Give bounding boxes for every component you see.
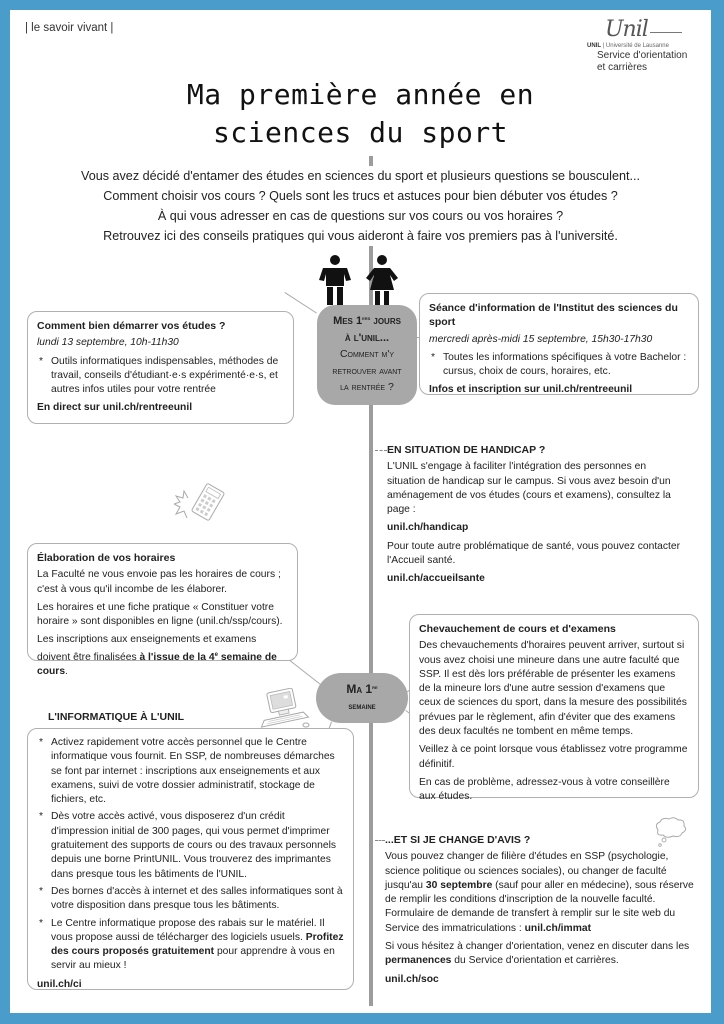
intro-text: Vous avez décidé d'entamer des études en sciences du sport et plusieurs questions se bousculent... Comment choisir vos cours ? Quels sont les trucs et astuces pour bien débuter vos études ? À qui vous adresser en cas de questions sur vos cours ou vos horaires ? Retrouvez ici des conseils pratiques qui vous aideront à faire vos premiers pas à l'université.: [50, 166, 671, 246]
card-title: Séance d'information de l'Institut des sciences du sport: [429, 302, 678, 329]
card-informatique: [27, 728, 354, 990]
card-elaboration-horaires: Élaboration de vos horaires La Faculté ne vous envoie pas les horaires de cours ; c'est à vous qu'il incombe de les élaborer. Les horaires et une fiche pratique « Constituer votre horaire » sont disponibles en ligne (unil.ch/ssp/cours). Les inscriptions aux enseignements et examens doivent être finalisées à l'issue de la 4e semaine de cours.: [27, 543, 298, 661]
bullet-item: * Activez rapidement votre accès personnel que le Centre informatique vous fournit. En SSP, de nombreuses démarches se font par internet : inscriptions aux enseignements et aux examens, suivi de votre dossier administratif, stockage de fichiers, etc.: [37, 736, 344, 807]
bullet-item: * Des bornes d'accès à internet et des salles informatiques sont à votre disposition dans presque tous les bâtiments.: [37, 885, 344, 914]
connector-line: [284, 292, 316, 314]
bullet-item: * Le Centre informatique propose des rabais sur le matériel. Il vous propose aussi de télécharger des logiciels usuels. Profitez des cours proposés gratuitement pour apprendre à vous en servir au mieux !: [37, 917, 344, 974]
computer-icon: [256, 688, 312, 730]
unil-logo-script: Unil: [587, 18, 707, 42]
bubble-first-days: Mes 1ers jours à l'unil... Comment m'y retrouver avant la rentrée ?: [317, 305, 417, 405]
card-title: Chevauchement de cours et d'examens: [419, 623, 616, 635]
card-title: Comment bien démarrer vos études ?: [37, 320, 226, 332]
card-demarrer-etudes: [27, 311, 294, 424]
bubble-first-week: Ma 1re semaine: [316, 673, 408, 723]
link-soc[interactable]: unil.ch/soc: [385, 973, 439, 985]
section-title-informatique: L'INFORMATIQUE À L'UNIL: [48, 711, 185, 723]
calculator-icon: [170, 482, 226, 524]
unil-logo-caption: UNIL | Université de Lausanne: [587, 43, 669, 49]
service-name-line1: Service d'orientation: [597, 50, 688, 61]
link-immat[interactable]: unil.ch/immat: [524, 922, 592, 934]
bullet-item: * Toutes les informations spécifiques à votre Bachelor : cursus, choix de cours, horaires, etc.: [429, 351, 689, 380]
link-handicap[interactable]: unil.ch/handicap: [387, 522, 469, 534]
event-date: mercredi après-midi 15 septembre, 15h30-17h30: [429, 333, 653, 345]
card-title: Élaboration de vos horaires: [37, 552, 176, 564]
link-accueilsante[interactable]: unil.ch/accueilsante: [387, 573, 485, 585]
slogan: | le savoir vivant |: [25, 22, 114, 34]
section-title: EN SITUATION DE HANDICAP ?: [387, 444, 546, 456]
service-name-line2: et carrières: [597, 62, 648, 73]
event-date: lundi 13 septembre, 10h-11h30: [37, 337, 179, 349]
link-ci[interactable]: unil.ch/ci: [37, 978, 82, 990]
section-title: ...ET SI JE CHANGE D'AVIS ?: [385, 834, 531, 846]
link-rentreeunil[interactable]: En direct sur unil.ch/rentreeunil: [37, 402, 193, 414]
page-title: Ma première année en sciences du sport: [186, 78, 535, 149]
link-rentreeunil[interactable]: Infos et inscription sur unil.ch/rentreeunil: [429, 384, 633, 396]
card-chevauchement: Chevauchement de cours et d'examens Des chevauchements d'horaires peuvent arriver, surtout si vous avez choisi une mineure dans une autre faculté que SSP. Il est dès lors préférable de présenter les examens de la mineure lors d'une autre session d'examens que ceux de sciences du sport, dans la mesure des possibilités prévues par le règlement, afin d'éviter que des examens des deux facultés ne tombent en même temps. Veillez à ce point lorsque vous établissez votre programme définitif. En cas de problème, adressez-vous à votre conseillère aux études.: [409, 614, 699, 798]
dashed-connector: [375, 450, 387, 451]
unil-logo: [587, 18, 707, 74]
bullet-item: * Dès votre accès activé, vous disposerez d'un crédit d'impression initial de 300 pages, qui vous permet d'imprimer gratuitement des supports de cours ou des travaux personnels depuis une borne PrintUNIL. Vous trouverez des imprimantes dans presque tous les bâtiments de l'UNIL.: [37, 810, 344, 881]
poster-page: [10, 10, 711, 1013]
card-seance-information: [419, 293, 699, 395]
female-student-icon: [365, 254, 399, 306]
section-handicap: EN SITUATION DE HANDICAP ? L'UNIL s'engage à faciliter l'intégration des personnes en situation de handicap sur le campus. Si vous avez besoin d'un aménagement de vos études (cours et examens), consultez la page : unil.ch/handicap Pour toute autre problématique de santé, vous pouvez contacter l'Accueil santé. unil.ch/accueilsante: [387, 443, 687, 591]
dashed-connector: [375, 840, 385, 841]
section-change-avis: ...ET SI JE CHANGE D'AVIS ? Vous pouvez changer de filière d'études en SSP (psychologie, science politique ou sciences sociales), ou changer de faculté jusqu'au 30 septembre (sauf pour aller en médecine), sous réserve de remplir les conditions d'inscription de la nouvelle faculté. Formulaire de demande de transfert à remplir sur le site web du Service des immatriculations : unil.ch/immat Si vous hésitez à changer d'orientation, venez en discuter dans les permanences du Service d'orientation et carrières. unil.ch/soc: [385, 833, 695, 991]
bullet-item: * Outils informatiques indispensables, méthodes de travail, conseils d'étudiant·e·s expérimenté·e·s, et autres infos utiles pour votre rentrée: [37, 355, 284, 398]
male-student-icon: [318, 254, 352, 306]
